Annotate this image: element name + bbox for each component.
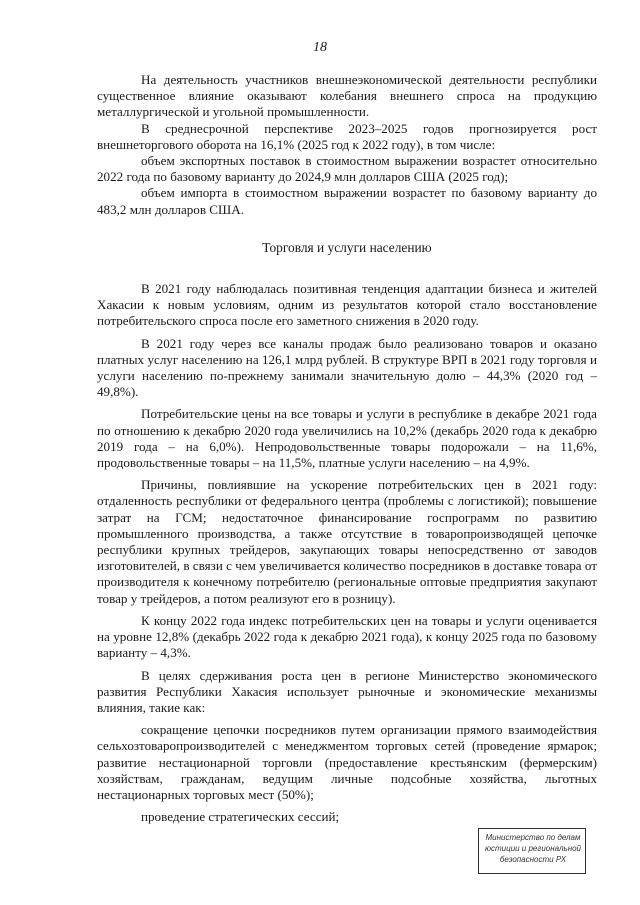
page-number: 18 <box>313 40 327 55</box>
paragraph-price-containment: В целях сдерживания роста цен в регионе Министерство экономического развития Республики Хакасия использует рыночные и экономические механизмы влияния, такие как: <box>97 667 597 715</box>
paragraph-intermediary-reduction: сокращение цепочки посредников путем организации прямого взаимодействия сельхозтоваропроизводителей с менеджментом торговых сетей (проведение ярмарок; развитие нестационарной торговли (предоставление крестьянским (фермерским) хозяйствам, гражданам, ведущим личные подсобные хозяйства, льготных нестационарных торговых мест (50%); <box>97 722 597 802</box>
stamp-line: юстиции и региональной <box>484 844 582 853</box>
body-text <box>97 72 597 825</box>
paragraph-sales-volume: В 2021 году через все каналы продаж было реализовано товаров и оказано платных услуг населению на 126,1 млрд рублей. В структуре ВРП в 2021 году торговля и услуги населению по-прежнему занимали значительную долю – 44,3% (2020 год – 49,8%). <box>97 335 597 400</box>
paragraph-price-growth-reasons: Причины, повлиявшие на ускорение потребительских цен в 2021 году: отдаленность республики от федерального центра (проблемы с логистикой); повышение затрат на ГСМ; недостаточное финансирование госпрограмм по развитию промышленного производства, а также отсутствие в товаропроизводящей цепочке республики крупных трейдеров, закупающих товары непосредственно от заводов изготовителей, в связи с чем увеличивается количество посредников в доставке товара от производителя к конечному потребителю (региональные оптовые предприятия закупают товар у трейдеров, а потом реализуют его в розницу). <box>97 477 597 606</box>
paragraph-import-volume: объем импорта в стоимостном выражении возрастет по базовому варианту до 483,2 млн долларов США. <box>97 185 597 217</box>
paragraph-trade-turnover-forecast: В среднесрочной перспективе 2023–2025 годов прогнозируется рост внешнеторгового оборота на 16,1% (2025 год к 2022 году), в том числе: <box>97 120 597 152</box>
stamp-line: безопасности РХ <box>499 855 567 864</box>
paragraph-export-volume: объем экспортных поставок в стоимостном выражении возрастет относительно 2022 года по базовому варианту до 2024,9 млн долларов США (2025 год); <box>97 153 597 185</box>
paragraph-foreign-demand: На деятельность участников внешнеэкономической деятельности республики существенное влияние оказывают колебания внешнего спроса на продукцию металлургической и угольной промышленности. <box>97 72 597 120</box>
paragraph-strategic-sessions: проведение стратегических сессий; <box>141 809 340 825</box>
paragraph-cpi-forecast: К концу 2022 года индекс потребительских цен на товары и услуги оценивается на уровне 12,8% (декабрь 2022 года к декабрю 2021 года), к концу 2025 года по базовому варианту – 4,3%. <box>97 612 597 661</box>
section-heading: Торговля и услуги населению <box>262 239 432 255</box>
paragraph-demand-recovery: В 2021 году наблюдалась позитивная тенденция адаптации бизнеса и жителей Хакасии к новым условиям, одним из результатов которой стало восстановление потребительского спроса после его заметного снижения в 2020 году. <box>97 281 597 329</box>
paragraph-consumer-prices: Потребительские цены на все товары и услуги в республике в декабре 2021 года по отношению к декабрю 2020 года увеличились на 10,2% (декабрь 2020 года к декабрю 2019 года – на 6,0%). Непродовольственные товары подорожали – на 11,6%, продовольственные товары – на 11,5%, платные услуги населению – на 4,9%. <box>97 406 597 471</box>
stamp-line: Министерство по делам <box>485 833 581 842</box>
ministry-stamp <box>478 828 586 874</box>
